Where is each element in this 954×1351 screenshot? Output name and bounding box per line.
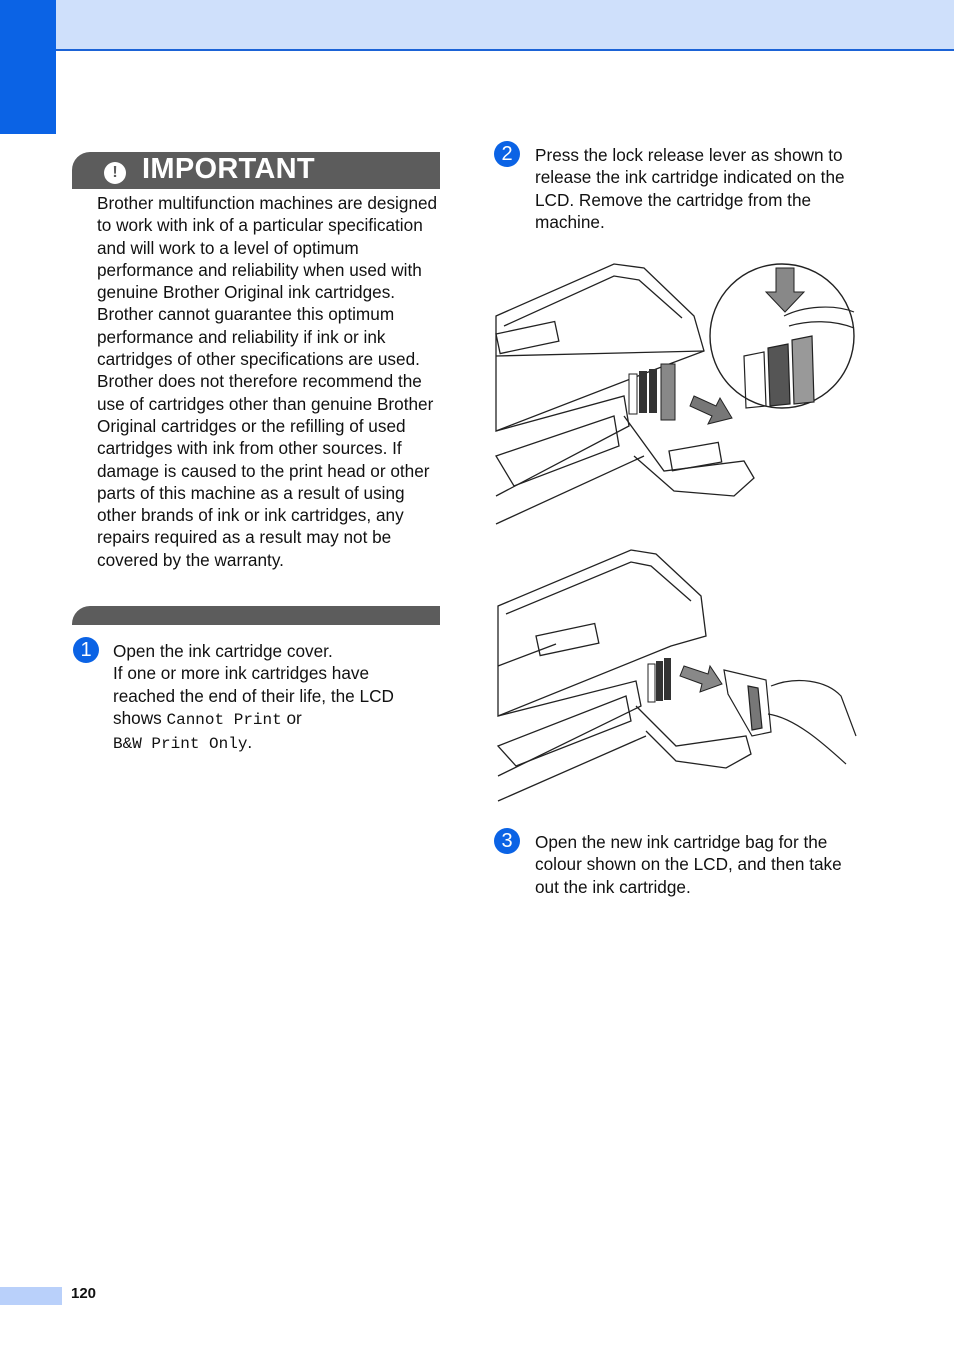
step-2-text: Press the lock release lever as shown to release the ink cartridge indicated on the LCD. Remove the cartridge from the machine.: [535, 145, 845, 232]
step-1-detail: [113, 662, 433, 731]
step-1-line: Open the ink cartridge cover.: [113, 641, 333, 661]
important-body: Brother multifunction machines are designed to work with ink of a particular specification and will work to a level of optimum performance and reliability when used with genuine Brother Original ink cartridges. Brother cannot guarantee this optimum performance and reliability if ink or ink cartridges of other specifications are used. Brother does not therefore recommend the use of cartridges other than genuine Brother Original cartridges or the refilling of used cartridges with ink from other sources. If damage is caused to the print head or other parts of this machine as a result of using other brands of ink or ink cartridges, any repairs required as a result may not be covered by the warranty.: [97, 193, 438, 570]
step-1-connector: or: [286, 707, 302, 728]
step-1-detail-text: If one or more ink cartridges have reached the end of their life, the LCD shows: [113, 663, 394, 728]
step-1-text: [113, 640, 433, 755]
step-number-badge: 2: [494, 141, 520, 167]
chapter-tab: [0, 0, 56, 134]
lcd-message-bw-print-only: B&W Print Only: [113, 735, 248, 754]
step-1-end: .: [247, 732, 253, 753]
page-number: 120: [71, 1285, 97, 1302]
step-number-badge: 3: [494, 828, 520, 854]
illustration-remove-cartridge: [496, 546, 860, 804]
step-number-badge: 1: [73, 637, 99, 663]
exclamation-icon: !: [104, 162, 126, 184]
header-band: [0, 0, 954, 51]
important-title: IMPORTANT: [142, 153, 315, 185]
page-number-tab: [0, 1287, 62, 1305]
lcd-message-cannot-print: Cannot Print: [166, 710, 282, 729]
step-3-text: Open the new ink cartridge bag for the colour shown on the LCD, and then take out the ink cartridge.: [535, 832, 842, 897]
illustration-lock-release-lever: [494, 256, 860, 528]
important-footer-bar: [72, 606, 440, 625]
